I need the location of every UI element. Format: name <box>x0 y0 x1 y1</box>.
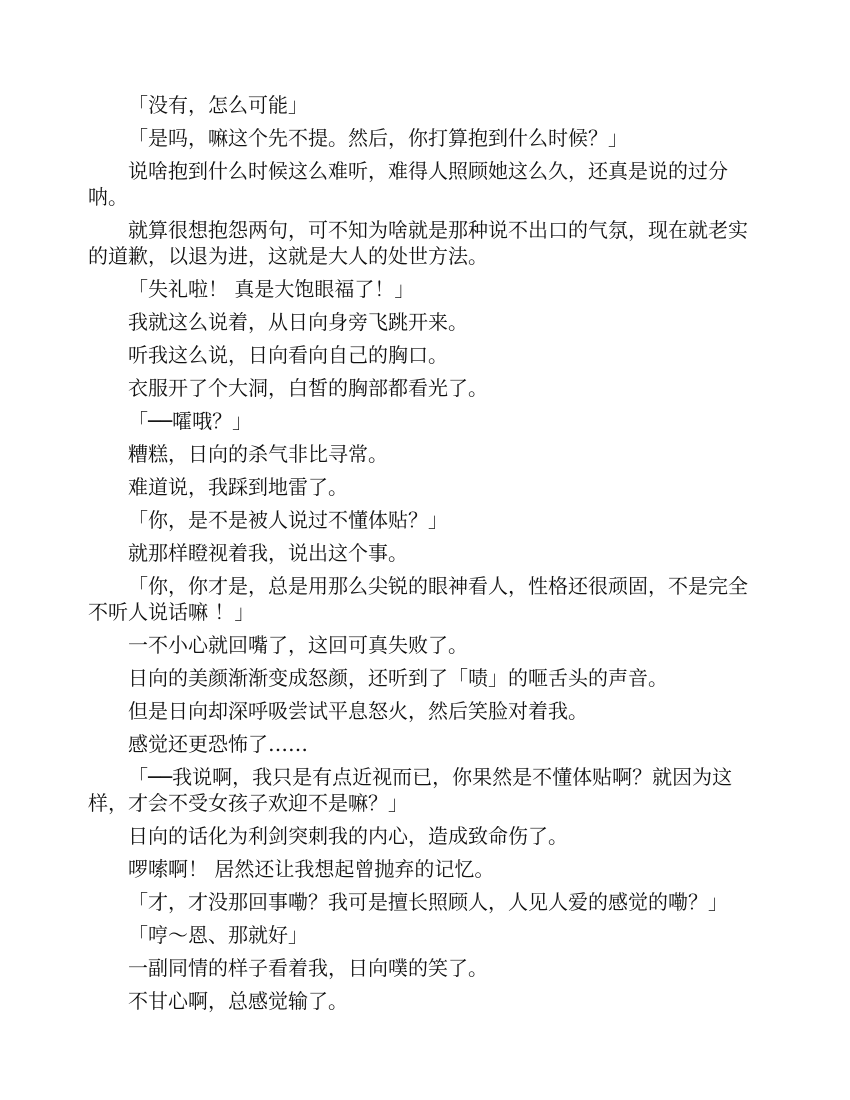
paragraph-17: 但是日向却深呼吸尝试平息怒火，然后笑脸对着我。 <box>128 699 588 723</box>
paragraph-6: 我就这么说着，从日向身旁飞跳开来。 <box>128 310 468 334</box>
paragraph-7: 听我这么说，日向看向自己的胸口。 <box>128 343 448 367</box>
paragraph-20: 日向的话化为利剑突刺我的内心，造成致命伤了。 <box>128 824 568 848</box>
paragraph-16: 日向的美颜渐渐变成怒颜，还听到了「啧」的咂舌头的声音。 <box>128 666 668 690</box>
paragraph-3: 说啥抱到什么时候这么难听，难得人照顾她这么久，还真是说的过分呐。 <box>88 159 728 209</box>
novel-text <box>88 92 756 1021</box>
paragraph-1: 「没有，怎么可能」 <box>128 93 308 117</box>
paragraph-8: 衣服开了个大洞，白皙的胸部都看光了。 <box>128 376 488 400</box>
paragraph-10: 糟糕，日向的杀气非比寻常。 <box>128 442 388 466</box>
paragraph-14: 「你，你才是，总是用那么尖锐的眼神看人，性格还很顽固，不是完全不听人说话嘛 ！」 <box>88 574 748 624</box>
paragraph-25: 不甘心啊，总感觉输了。 <box>128 989 348 1013</box>
paragraph-12: 「你，是不是被人说过不懂体贴？」 <box>128 508 448 532</box>
paragraph-21: 啰嗦啊！ 居然还让我想起曾抛弃的记忆。 <box>128 857 495 881</box>
paragraph-24: 一副同情的样子看着我，日向噗的笑了。 <box>128 956 488 980</box>
paragraph-22: 「才，才没那回事嘞？我可是擅长照顾人，人见人爱的感觉的嘞？」 <box>128 890 728 914</box>
paragraph-13: 就那样瞪视着我，说出这个事。 <box>128 541 408 565</box>
paragraph-18: 感觉还更恐怖了…… <box>128 732 308 756</box>
paragraph-4: 就算很想抱怨两句，可不知为啥就是那种说不出口的气氛，现在就老实的道歉，以退为进，这就是大人的处世方法。 <box>88 218 748 268</box>
paragraph-11: 难道说，我踩到地雷了。 <box>128 475 348 499</box>
paragraph-23: 「哼～恩、那就好」 <box>128 923 308 947</box>
paragraph-15: 一不小心就回嘴了，这回可真失败了。 <box>128 633 468 657</box>
paragraph-5: 「失礼啦！ 真是大饱眼福了！」 <box>128 277 415 301</box>
paragraph-2: 「是吗，嘛这个先不提。然后，你打算抱到什么时候？」 <box>128 126 628 150</box>
paragraph-19: 「──我说啊，我只是有点近视而已，你果然是不懂体贴啊？就因为这样，才会不受女孩子欢迎不是嘛？」 <box>88 765 733 815</box>
paragraph-9: 「──嚯哦？」 <box>128 409 253 433</box>
